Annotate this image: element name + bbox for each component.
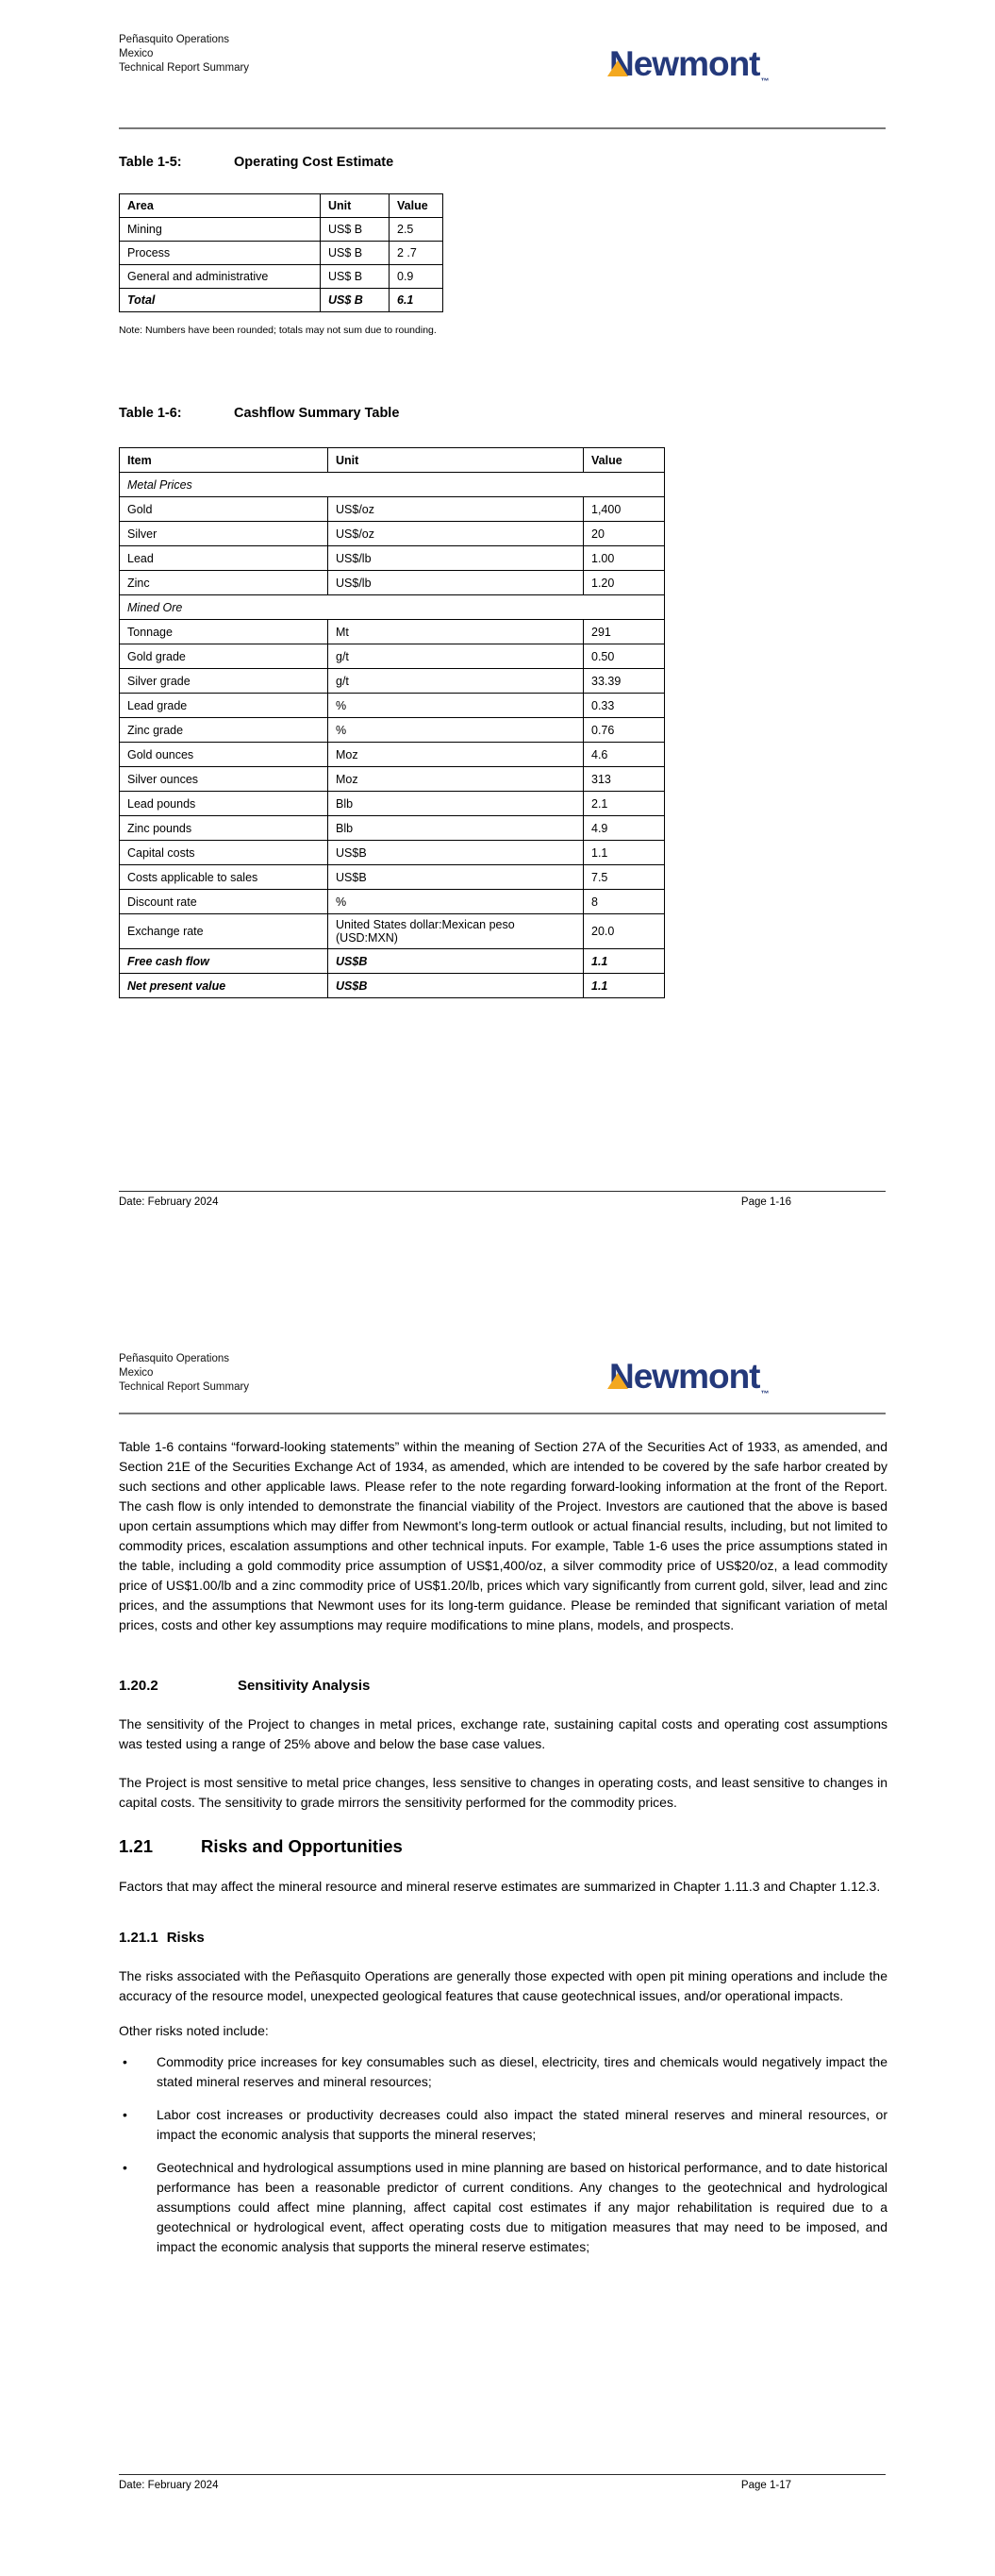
table-cell: 0.9 bbox=[390, 265, 443, 289]
table-cell: 1.20 bbox=[584, 571, 665, 595]
newmont-wordmark: Newmont bbox=[609, 1357, 760, 1396]
table-1-6-caption bbox=[119, 405, 887, 422]
paragraph-risks-opportunities: Factors that may affect the mineral resource and mineral reserve estimates are summarized in Chapter 1.11.3 and Chapter 1.12.3. bbox=[119, 1879, 881, 1894]
table-cell: Blb bbox=[328, 816, 584, 841]
newmont-triangle-icon bbox=[607, 1373, 628, 1389]
table-cell: Mining bbox=[120, 218, 321, 242]
caption-label: Table 1-6: bbox=[119, 406, 182, 421]
table-cell: 6.1 bbox=[390, 289, 443, 312]
table-cell: US$ B bbox=[321, 265, 390, 289]
table-total-row bbox=[120, 949, 665, 974]
paragraph-forward-looking: Table 1-6 contains “forward-looking statements” within the meaning of Section 27A of the Securities Act of 1933, as amended, and Section 21E of the Securities Exchange Act of 1934, as amended, which are intended to be covered by the safe harbor created by such sections and other applicable laws. Please refer to the note regarding forward-looking information at the front of the Report. The cash flow is only intended to demonstrate the financial viability of the Project. Investors are cautioned that the above is based upon certain assumptions which may differ from Newmont’s long-term outlook or actual financial results, including, but not limited to commodity prices, escalation assumptions and other technical inputs. For example, Table 1-6 uses the price assumptions stated in the table, including a gold commodity price assumption of US$1,400/oz, a silver commodity price of US$20/oz, a lead commodity price of US$1.00/lb and a zinc commodity price of US$1.20/lb, prices which vary significantly from current gold, silver, lead and zinc prices, and the assumptions that Newmont uses for its long-term guidance. Please be reminded that significant variation of metal prices, costs and other key assumptions may require modifications to mine plans, models, and prospects. bbox=[119, 1439, 887, 1632]
table-cell: US$/oz bbox=[328, 497, 584, 522]
page-2-content bbox=[119, 1437, 887, 2257]
cashflow-summary-table bbox=[119, 447, 665, 998]
table-cell: 8 bbox=[584, 890, 665, 914]
table-1-5-caption bbox=[119, 154, 887, 171]
bullet-text: Labor cost increases or productivity decreases could also impact the stated mineral reserves and mineral resources, or impact the economic analysis that supports the mineral reserves; bbox=[157, 2107, 887, 2142]
column-header: Unit bbox=[328, 448, 584, 473]
table-cell: Capital costs bbox=[120, 841, 328, 865]
header-line: Mexico bbox=[119, 1367, 154, 1379]
table-cell: 1.1 bbox=[584, 841, 665, 865]
caption-title: Operating Cost Estimate bbox=[234, 155, 394, 170]
table-row bbox=[120, 669, 665, 694]
caption-label: Table 1-5: bbox=[119, 155, 182, 170]
table-cell: 2 .7 bbox=[390, 242, 443, 265]
table-cell: Mt bbox=[328, 620, 584, 644]
table-cell: 7.5 bbox=[584, 865, 665, 890]
table-row bbox=[120, 743, 665, 767]
table-row bbox=[120, 767, 665, 792]
table-cell: Exchange rate bbox=[120, 914, 328, 949]
table-cell: 291 bbox=[584, 620, 665, 644]
table-cell: 1.1 bbox=[584, 974, 665, 998]
risk-bullet-item bbox=[119, 2052, 887, 2092]
section-title: Risks bbox=[166, 1930, 205, 1946]
table-cell: Zinc grade bbox=[120, 718, 328, 743]
table-cell: Blb bbox=[328, 792, 584, 816]
table-cell: US$/lb bbox=[328, 571, 584, 595]
table-row bbox=[120, 620, 665, 644]
table-row bbox=[120, 218, 443, 242]
table-cell: 1,400 bbox=[584, 497, 665, 522]
trademark-symbol: ™ bbox=[760, 1389, 770, 1398]
caption-title: Cashflow Summary Table bbox=[234, 406, 400, 421]
footer-rule bbox=[119, 2474, 886, 2475]
table-cell: % bbox=[328, 890, 584, 914]
table-cell: g/t bbox=[328, 669, 584, 694]
report-header bbox=[119, 0, 886, 86]
table-cell: 2.5 bbox=[390, 218, 443, 242]
header-line: Peñasquito Operations bbox=[119, 1353, 229, 1364]
table-cell: 2.1 bbox=[584, 792, 665, 816]
column-header: Value bbox=[584, 448, 665, 473]
table-cell: Metal Prices bbox=[120, 473, 665, 497]
table-row bbox=[120, 694, 665, 718]
table-cell: 0.76 bbox=[584, 718, 665, 743]
table-header-row bbox=[120, 448, 665, 473]
paragraph-risks-1: The risks associated with the Peñasquito Operations are generally those expected with open pit mining operations and include the accuracy of the resource model, unexpected geological features that cause geotechnical issues, and/or operational impacts. bbox=[119, 1968, 887, 2003]
table-cell: US$B bbox=[328, 974, 584, 998]
page-1-content bbox=[119, 154, 887, 998]
page-2 bbox=[0, 1288, 995, 2576]
table-row bbox=[120, 792, 665, 816]
table-row bbox=[120, 890, 665, 914]
table-cell: 1.00 bbox=[584, 546, 665, 571]
table-cell: US$ B bbox=[321, 218, 390, 242]
footer-rule bbox=[119, 1191, 886, 1192]
section-heading-1-21-1 bbox=[119, 1929, 887, 1947]
table-cell: Moz bbox=[328, 767, 584, 792]
table-cell: 313 bbox=[584, 767, 665, 792]
table-cell: Silver ounces bbox=[120, 767, 328, 792]
bullet-icon: • bbox=[123, 2107, 127, 2122]
table-row bbox=[120, 497, 665, 522]
page-footer bbox=[119, 1191, 886, 1208]
table-cell: Silver bbox=[120, 522, 328, 546]
table-cell: United States dollar:Mexican peso (USD:MXN) bbox=[328, 914, 584, 949]
table-cell: Moz bbox=[328, 743, 584, 767]
operating-cost-table bbox=[119, 193, 443, 312]
section-heading-1-21 bbox=[119, 1835, 887, 1857]
header-line: Technical Report Summary bbox=[119, 1381, 250, 1393]
newmont-logo bbox=[609, 44, 817, 86]
table-cell: Gold bbox=[120, 497, 328, 522]
table-cell: 4.6 bbox=[584, 743, 665, 767]
section-title: Sensitivity Analysis bbox=[238, 1678, 371, 1694]
bullet-icon: • bbox=[123, 2054, 127, 2069]
table-cell: 20 bbox=[584, 522, 665, 546]
table-cell: US$B bbox=[328, 841, 584, 865]
newmont-triangle-icon bbox=[607, 60, 628, 76]
table-cell: US$ B bbox=[321, 289, 390, 312]
header-line: Technical Report Summary bbox=[119, 62, 250, 74]
section-number: 1.21.1 bbox=[119, 1930, 158, 1946]
footer-page-number: Page 1-16 bbox=[740, 1196, 791, 1208]
column-header: Value bbox=[390, 194, 443, 218]
table-cell: 33.39 bbox=[584, 669, 665, 694]
table-cell: Costs applicable to sales bbox=[120, 865, 328, 890]
table-cell: Silver grade bbox=[120, 669, 328, 694]
column-header: Area bbox=[120, 194, 321, 218]
footer-date: Date: February 2024 bbox=[119, 1196, 219, 1208]
table-cell: Free cash flow bbox=[120, 949, 328, 974]
table-cell: Net present value bbox=[120, 974, 328, 998]
footer-date: Date: February 2024 bbox=[119, 2480, 219, 2491]
section-number: 1.21 bbox=[119, 1836, 154, 1856]
column-header: Unit bbox=[321, 194, 390, 218]
table-cell: Zinc pounds bbox=[120, 816, 328, 841]
table-row bbox=[120, 522, 665, 546]
table-cell: Gold ounces bbox=[120, 743, 328, 767]
table-row bbox=[120, 841, 665, 865]
bullet-text: Geotechnical and hydrological assumptions used in mine planning are based on historical performance, and to date historical performance has been a reasonable predictor of current conditions. Any changes to the geotechnical and hydrological assumptions could affect mine planning, affect capital cost estimates if any major rehabilitation is required due to a geotechnical or hydrological event, affect operating costs due to mitigation measures that may need to be imposed, and impact the economic analysis that supports the mineral reserve estimates; bbox=[157, 2160, 887, 2254]
table-cell: Discount rate bbox=[120, 890, 328, 914]
bullet-text: Commodity price increases for key consumables such as diesel, electricity, tires and chemicals would negatively impact the stated mineral reserves and mineral resources; bbox=[157, 2054, 887, 2089]
section-number: 1.20.2 bbox=[119, 1678, 158, 1694]
bullet-icon: • bbox=[123, 2160, 127, 2175]
table-row bbox=[120, 571, 665, 595]
header-rule bbox=[119, 127, 886, 129]
table-cell: g/t bbox=[328, 644, 584, 669]
report-header bbox=[119, 1288, 886, 1398]
table-row bbox=[120, 914, 665, 949]
table-cell: Lead pounds bbox=[120, 792, 328, 816]
table-section-row bbox=[120, 595, 665, 620]
section-title: Risks and Opportunities bbox=[201, 1836, 403, 1856]
table-cell: US$B bbox=[328, 949, 584, 974]
table-header-row bbox=[120, 194, 443, 218]
table-cell: Lead grade bbox=[120, 694, 328, 718]
table-cell: 20.0 bbox=[584, 914, 665, 949]
table-cell: Zinc bbox=[120, 571, 328, 595]
table-cell: General and administrative bbox=[120, 265, 321, 289]
paragraph-sensitivity-1: The sensitivity of the Project to changes in metal prices, exchange rate, sustaining capital costs and operating cost assumptions was tested using a range of 25% above and below the base case values. bbox=[119, 1716, 887, 1751]
table-row bbox=[120, 865, 665, 890]
table-row bbox=[120, 265, 443, 289]
column-header: Item bbox=[120, 448, 328, 473]
page-footer bbox=[119, 2474, 886, 2491]
table-cell: 0.33 bbox=[584, 694, 665, 718]
table-cell: 0.50 bbox=[584, 644, 665, 669]
table-row bbox=[120, 242, 443, 265]
table-total-row bbox=[120, 974, 665, 998]
table-cell: US$/lb bbox=[328, 546, 584, 571]
section-heading-1-20-2 bbox=[119, 1677, 887, 1695]
newmont-wordmark: Newmont bbox=[609, 44, 760, 83]
table-cell: Tonnage bbox=[120, 620, 328, 644]
risk-bullet-item bbox=[119, 2105, 887, 2145]
table-cell: US$ B bbox=[321, 242, 390, 265]
table-cell: US$/oz bbox=[328, 522, 584, 546]
table-cell: 4.9 bbox=[584, 816, 665, 841]
table-cell: % bbox=[328, 694, 584, 718]
paragraph-risks-2: Other risks noted include: bbox=[119, 2023, 269, 2038]
table-cell: Mined Ore bbox=[120, 595, 665, 620]
trademark-symbol: ™ bbox=[760, 76, 770, 86]
table-row bbox=[120, 718, 665, 743]
header-line: Peñasquito Operations bbox=[119, 34, 229, 45]
table-cell: % bbox=[328, 718, 584, 743]
table-cell: 1.1 bbox=[584, 949, 665, 974]
table-row bbox=[120, 816, 665, 841]
newmont-logo bbox=[609, 1358, 817, 1396]
paragraph-sensitivity-2: The Project is most sensitive to metal price changes, less sensitive to changes in operating costs, and least sensitive to changes in capital costs. The sensitivity to grade mirrors the sensitivity performed for the commodity prices. bbox=[119, 1775, 887, 1810]
table-note: Note: Numbers have been rounded; totals may not sum due to rounding. bbox=[119, 325, 437, 336]
table-section-row bbox=[120, 473, 665, 497]
table-row bbox=[120, 546, 665, 571]
table-row bbox=[120, 644, 665, 669]
table-cell: Total bbox=[120, 289, 321, 312]
footer-page-number: Page 1-17 bbox=[740, 2480, 791, 2491]
risk-bullet-list bbox=[119, 2052, 887, 2257]
header-line: Mexico bbox=[119, 48, 154, 59]
table-cell: US$B bbox=[328, 865, 584, 890]
table-cell: Process bbox=[120, 242, 321, 265]
table-total-row bbox=[120, 289, 443, 312]
table-cell: Gold grade bbox=[120, 644, 328, 669]
table-cell: Lead bbox=[120, 546, 328, 571]
risk-bullet-item bbox=[119, 2158, 887, 2257]
header-rule bbox=[119, 1413, 886, 1414]
